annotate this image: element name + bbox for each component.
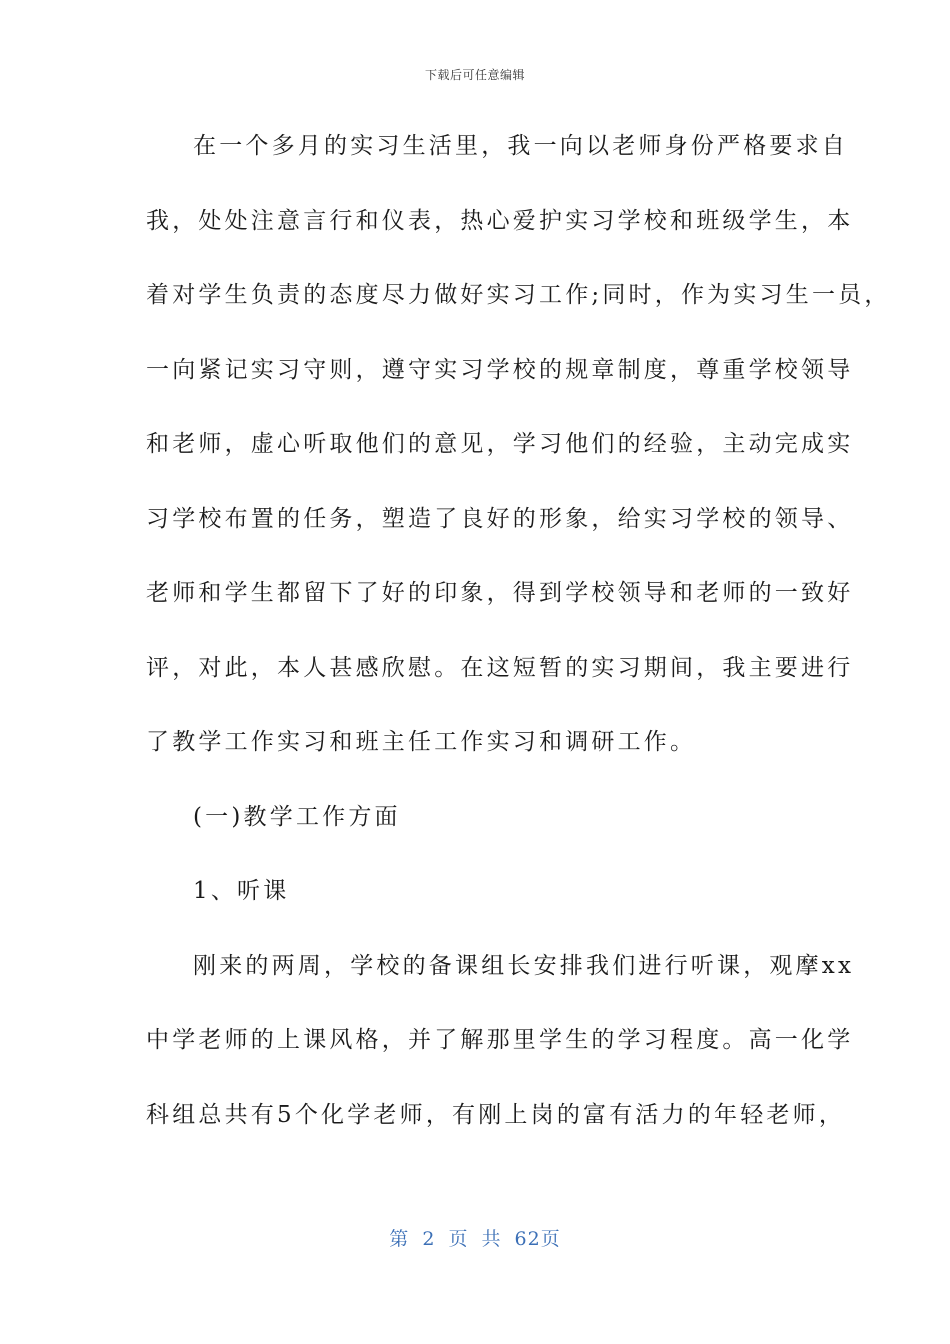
section-heading: (一)教学工作方面	[193, 803, 401, 830]
subsection-heading: 1、听课	[193, 878, 290, 904]
paragraph-line: 习学校布置的任务，塑造了良好的形象，给实习学校的领导、	[146, 505, 854, 532]
paragraph-line: 一向紧记实习守则，遵守实习学校的规章制度，尊重学校领导	[146, 356, 854, 383]
paragraph-line: 我，处处注意言行和仪表，热心爱护实习学校和班级学生，本	[146, 207, 854, 234]
paragraph-line: 着对学生负责的态度尽力做好实习工作;同时，作为实习生一员，	[146, 282, 891, 308]
paragraph-line: 评，对此，本人甚感欣慰。在这短暂的实习期间，我主要进行	[146, 654, 854, 681]
paragraph-line: 和老师，虚心听取他们的意见，学习他们的经验，主动完成实	[146, 431, 854, 457]
paragraph-line: 老师和学生都留下了好的印象，得到学校领导和老师的一致好	[146, 580, 854, 606]
page-header-note: 下载后可任意编辑	[424, 68, 525, 82]
paragraph-line: 在一个多月的实习生活里，我一向以老师身份严格要求自	[193, 133, 848, 159]
paragraph-line: 中学老师的上课风格，并了解那里学生的学习程度。高一化学	[146, 1027, 854, 1053]
page-number-footer: 第 2 页 共 62页	[389, 1228, 561, 1250]
paragraph-line: 刚来的两周，学校的备课组长安排我们进行听课，观摩xx	[193, 952, 855, 979]
paragraph-line: 科组总共有5个化学老师，有刚上岗的富有活力的年轻老师，	[146, 1101, 846, 1128]
paragraph-line: 了教学工作实习和班主任工作实习和调研工作。	[146, 729, 697, 755]
document-body	[146, 126, 891, 1169]
